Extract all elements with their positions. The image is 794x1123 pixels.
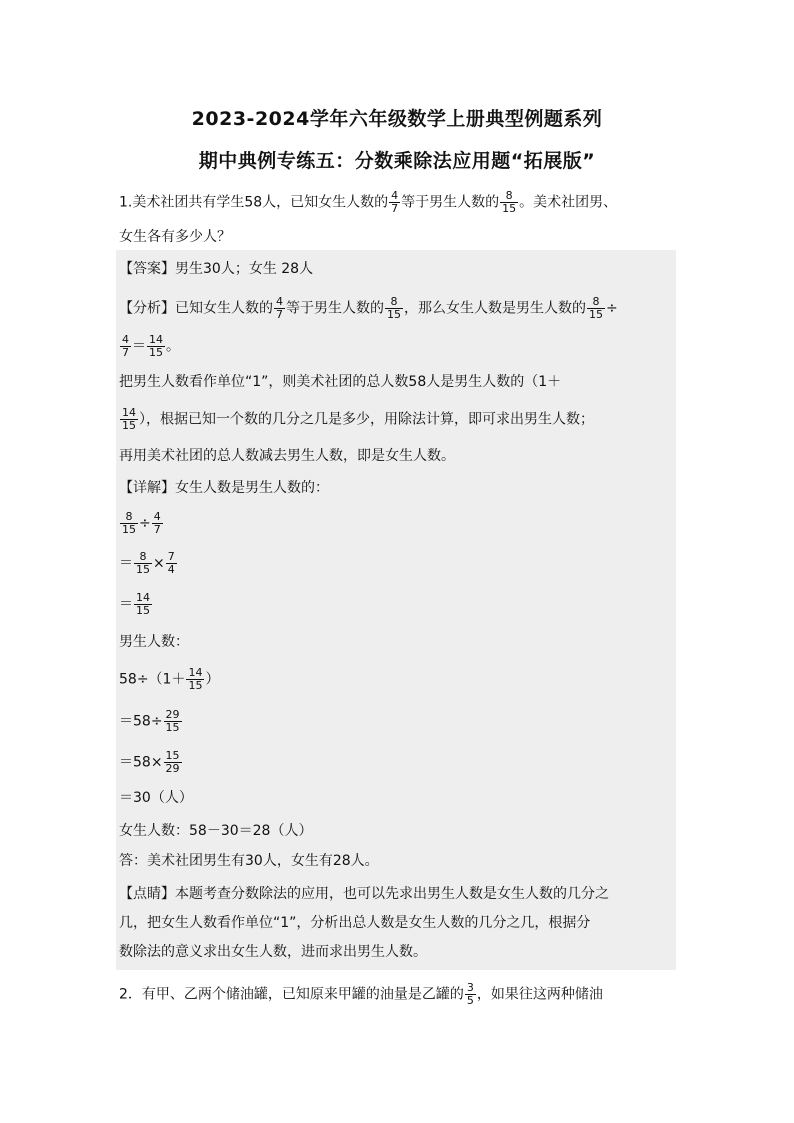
analysis-line-4: $\frac{14}{15}$ ），根据已知一个数的几分之几是多少，用除法计算，即可求出男生人数； <box>122 406 594 432</box>
question-1-line-1: 1.美术社团共有学生58人，已知女生人数的 $\frac{4}{7}$ 等于男生人数的 $\frac{8}{15}$ 。美术社团男、 <box>119 189 618 215</box>
fraction: $\frac{4}{7}$ <box>391 189 399 215</box>
boys-step-2: ＝58÷ $\frac{29}{15}$ <box>119 708 180 734</box>
boys-step-4: ＝30（人） <box>119 790 193 806</box>
analysis-line-5: 再用美术社团的总人数减去男生人数，即是女生人数。 <box>119 448 455 464</box>
comment-line-1: 【点睛】本题考查分数除法的应用，也可以先求出男生人数是女生人数的几分之 <box>119 886 609 902</box>
comment-line-2: 几，把女生人数看作单位“1”，分析出总人数是女生人数的几分之几，根据分 <box>119 915 591 931</box>
detail-step-3: ＝ $\frac{14}{15}$ <box>119 591 150 617</box>
answer-text: 男生30人；女生 28人 <box>175 261 314 277</box>
detail-head: 【详解】女生人数是男生人数的： <box>119 480 329 496</box>
question-1-line-2: 女生各有多少人？ <box>119 229 231 245</box>
answer-line <box>119 259 677 279</box>
analysis-line-1: 【分析】已知女生人数的 $\frac{4}{7}$ 等于男生人数的 $\frac{8}{15}$ ，那么女生人数是男生人数的 $\frac{8}{15}$ ÷ <box>119 295 618 321</box>
page-subtitle: 期中典例专练五：分数乘除法应用题“拓展版” <box>198 150 596 172</box>
boys-head: 男生人数： <box>119 634 189 650</box>
question-2-line-1: 2．有甲、乙两个储油罐，已知原来甲罐的油量是乙罐的 $\frac{3}{5}$ ，如果往这两种储油 <box>119 981 603 1007</box>
page-title: 2023-2024学年六年级数学上册典型例题系列 <box>191 108 603 130</box>
answer-tag: 【答案】 <box>119 261 175 277</box>
boys-step-1: 58÷（1＋ $\frac{14}{15}$ ） <box>119 666 220 692</box>
boys-step-3: ＝58× $\frac{15}{29}$ <box>119 749 180 775</box>
comment-line-3: 数除法的意义求出女生人数，进而求出男生人数。 <box>119 944 427 960</box>
detail-step-2: ＝ $\frac{8}{15}$ × $\frac{7}{4}$ <box>119 550 175 576</box>
answer-sentence: 答：美术社团男生有30人，女生有28人。 <box>119 853 379 869</box>
girls-line: 女生人数：58－30＝28（人） <box>119 823 313 839</box>
fraction: $\frac{8}{15}$ <box>502 189 517 215</box>
detail-step-1: $\frac{8}{15}$ ÷ $\frac{4}{7}$ <box>122 510 161 536</box>
analysis-line-3: 把男生人数看作单位“1”，则美术社团的总人数58人是男生人数的（1＋ <box>119 374 562 390</box>
analysis-line-2: $\frac{4}{7}$ ＝ $\frac{14}{15}$ 。 <box>122 333 180 359</box>
